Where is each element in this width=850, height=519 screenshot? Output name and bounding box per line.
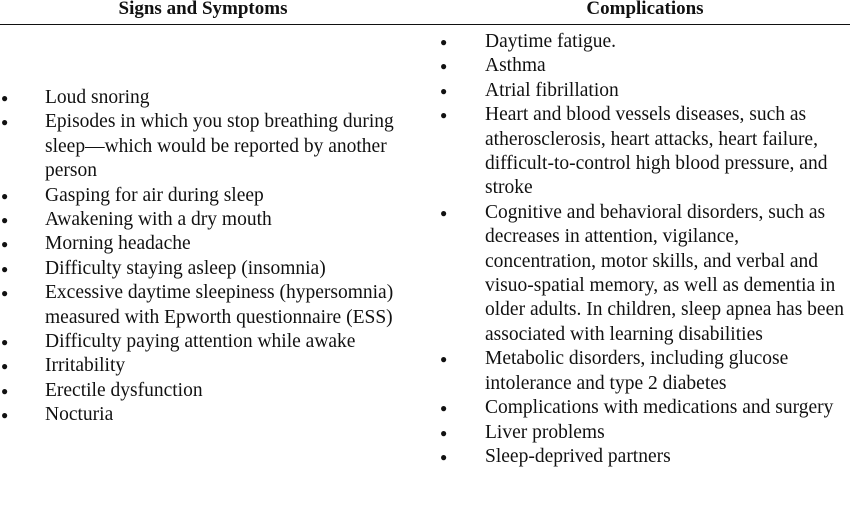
table-header xyxy=(0,0,850,25)
complication-item xyxy=(440,54,850,78)
complication-item-text: Metabolic disorders, including glucose intolerance and type 2 diabetes xyxy=(485,348,789,394)
symptom-item-text: Difficulty staying asleep (insomnia) xyxy=(45,257,326,279)
symptom-item xyxy=(0,403,410,427)
bullet-icon: ● xyxy=(440,401,448,416)
bullet-icon: ● xyxy=(1,261,9,276)
column-header-signs-and-symptoms: Signs and Symptoms xyxy=(118,0,288,19)
bullet-icon: ● xyxy=(1,286,9,301)
bullet-icon: ● xyxy=(1,213,9,228)
complication-item-text: Sleep-deprived partners xyxy=(485,445,671,467)
bullet-icon: ● xyxy=(440,59,448,74)
bullet-icon: ● xyxy=(1,237,9,252)
symptom-item xyxy=(0,184,410,208)
bullet-icon: ● xyxy=(440,35,448,49)
complication-item xyxy=(440,201,850,347)
symptom-item xyxy=(0,110,410,183)
complication-item xyxy=(440,103,850,201)
symptom-item-text: Morning headache xyxy=(45,233,191,255)
bullet-icon: ● xyxy=(1,383,9,398)
complication-item xyxy=(440,30,850,54)
complication-item-text: Complications with medications and surgery xyxy=(485,397,834,419)
complication-item xyxy=(440,79,850,103)
bullet-icon: ● xyxy=(440,108,448,123)
bullet-icon: ● xyxy=(440,205,448,220)
complication-item-text: Daytime fatigue. xyxy=(485,31,617,52)
complication-item-text: Liver problems xyxy=(485,421,605,443)
symptom-item xyxy=(0,208,410,232)
symptom-item-text: Irritability xyxy=(45,355,126,377)
symptom-item xyxy=(0,379,410,403)
bullet-icon: ● xyxy=(440,352,448,367)
symptom-item xyxy=(0,257,410,281)
bullet-icon: ● xyxy=(1,335,9,350)
symptom-item xyxy=(0,232,410,256)
complication-item xyxy=(440,396,850,420)
complication-item-text: Asthma xyxy=(485,55,546,77)
symptom-item-text: Loud snoring xyxy=(45,87,150,108)
complication-item-text: Heart and blood vessels diseases, such as atherosclerosis, heart attacks, heart failure, difficult-to-control high blood pressure, and stroke xyxy=(485,104,828,199)
signs-and-symptoms-list xyxy=(0,86,410,428)
bullet-icon: ● xyxy=(1,408,9,423)
bullet-icon: ● xyxy=(1,188,9,203)
symptom-item-text: Erectile dysfunction xyxy=(45,379,203,401)
bullet-icon: ● xyxy=(1,359,9,374)
bullet-icon: ● xyxy=(1,115,9,130)
symptom-item xyxy=(0,281,410,330)
symptom-item-text: Gasping for air during sleep xyxy=(45,184,264,206)
complication-item xyxy=(440,347,850,396)
symptom-item-text: Nocturia xyxy=(45,404,114,426)
symptom-item-text: Difficulty paying attention while awake xyxy=(45,331,356,353)
complication-item xyxy=(440,421,850,445)
bullet-icon: ● xyxy=(1,91,9,105)
symptom-item-text: Awakening with a dry mouth xyxy=(45,209,272,231)
bullet-icon: ● xyxy=(440,449,448,464)
symptom-item-text: Episodes in which you stop breathing during sleep—which would be reported by another person xyxy=(45,111,394,182)
symptom-item-text: Excessive daytime sleepiness (hypersomnia) measured with Epworth questionnaire (ESS) xyxy=(45,282,394,328)
complication-item-text: Cognitive and behavioral disorders, such as decreases in attention, vigilance, concentration, motor skills, and verbal and visuo-spatial memory, as well as dementia in older adults. In children, sleep apnea has been associated with learning disabilities xyxy=(485,201,844,345)
bullet-icon: ● xyxy=(440,425,448,440)
symptom-item xyxy=(0,86,410,110)
column-header-complications: Complications xyxy=(586,0,704,19)
complications-list xyxy=(440,30,850,469)
symptom-item xyxy=(0,330,410,354)
bullet-icon: ● xyxy=(440,83,448,98)
symptom-item xyxy=(0,354,410,378)
complication-item xyxy=(440,445,850,469)
complication-item-text: Atrial fibrillation xyxy=(485,79,619,101)
